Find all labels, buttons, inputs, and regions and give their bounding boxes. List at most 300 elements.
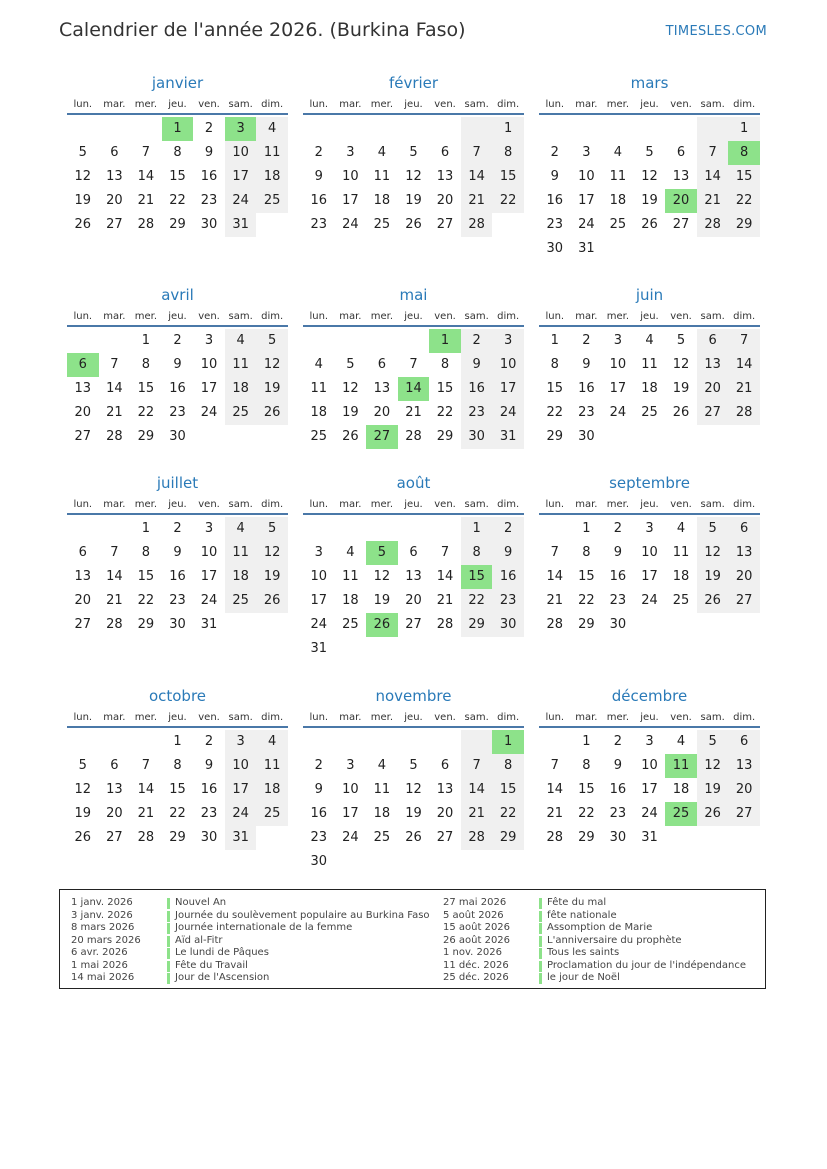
day-cell: 25 <box>342 617 359 632</box>
weekday-label: ven. <box>198 499 220 510</box>
weekday-label: dim. <box>261 99 284 110</box>
day-cell: 21 <box>461 189 493 213</box>
day-cell: 19 <box>373 593 391 608</box>
weekday-header <box>303 93 524 115</box>
day-cell: 6 <box>377 357 387 372</box>
day-cell: 12 <box>641 169 658 184</box>
day-cell: 15 <box>492 165 524 189</box>
day-cell: 23 <box>461 401 493 425</box>
holiday-marker <box>539 936 542 947</box>
empty-day-cell <box>697 117 729 141</box>
day-cell: 16 <box>492 565 524 589</box>
day-cell: 13 <box>728 754 760 778</box>
empty-day-cell <box>728 613 760 637</box>
weekday-header <box>539 93 760 115</box>
day-grid <box>67 329 288 449</box>
day-cell: 18 <box>310 405 328 420</box>
day-cell: 3 <box>346 758 355 773</box>
weekday-header <box>67 706 288 728</box>
weekday-label: ven. <box>198 99 220 110</box>
day-cell: 20 <box>697 377 729 401</box>
day-cell: 11 <box>256 141 288 165</box>
day-cell: 11 <box>609 169 627 184</box>
day-cell: 25 <box>256 189 288 213</box>
day-cell: 22 <box>461 589 493 613</box>
holiday-day-cell: 26 <box>366 613 398 637</box>
weekday-label: ven. <box>670 99 692 110</box>
day-cell: 10 <box>641 758 658 773</box>
day-cell: 23 <box>546 217 564 232</box>
day-cell: 26 <box>405 217 422 232</box>
day-cell: 5 <box>256 329 288 353</box>
day-cell: 29 <box>169 830 186 845</box>
day-cell: 22 <box>169 806 186 821</box>
day-cell: 7 <box>141 758 151 773</box>
day-cell: 30 <box>546 241 564 256</box>
day-cell: 22 <box>169 193 186 208</box>
legend-row <box>443 960 746 973</box>
day-cell: 13 <box>106 169 123 184</box>
day-cell: 5 <box>697 730 729 754</box>
month-block <box>539 285 760 449</box>
weekday-label: sam. <box>464 311 489 322</box>
holiday-date: 1 nov. 2026 <box>443 947 502 958</box>
day-cell: 3 <box>314 545 323 560</box>
weekday-label: sam. <box>228 99 253 110</box>
weekday-label: lun. <box>73 311 93 322</box>
day-cell: 8 <box>173 145 182 160</box>
day-cell: 26 <box>405 830 422 845</box>
day-cell: 24 <box>200 593 218 608</box>
weekday-label: sam. <box>700 311 725 322</box>
day-cell: 12 <box>697 541 729 565</box>
day-cell: 14 <box>436 569 454 584</box>
day-cell: 13 <box>405 569 422 584</box>
day-cell: 21 <box>137 806 155 821</box>
day-cell: 21 <box>106 593 123 608</box>
weekday-label: mer. <box>606 99 630 110</box>
day-cell: 11 <box>256 754 288 778</box>
weekday-label: jeu. <box>404 712 423 723</box>
weekday-header <box>67 93 288 115</box>
weekday-label: mar. <box>103 311 126 322</box>
day-cell: 31 <box>225 213 257 237</box>
month-name: juillet <box>156 474 199 492</box>
weekday-label: lun. <box>309 99 329 110</box>
empty-day-cell <box>67 517 99 541</box>
month-name: mai <box>399 286 428 304</box>
weekday-label: lun. <box>73 499 93 510</box>
weekday-label: dim. <box>497 712 520 723</box>
month-name: mars <box>630 74 669 92</box>
day-cell: 3 <box>582 145 591 160</box>
day-cell: 21 <box>546 806 564 821</box>
empty-day-cell <box>366 637 398 661</box>
day-cell: 15 <box>546 381 564 396</box>
empty-day-cell <box>665 425 697 449</box>
day-cell: 27 <box>74 617 92 632</box>
empty-day-cell <box>130 117 162 141</box>
day-cell: 21 <box>436 593 454 608</box>
weekday-label: sam. <box>228 712 253 723</box>
weekday-label: dim. <box>497 99 520 110</box>
day-cell: 22 <box>492 189 524 213</box>
day-cell: 26 <box>697 589 729 613</box>
day-cell: 12 <box>405 169 422 184</box>
day-cell: 16 <box>310 193 328 208</box>
day-cell: 6 <box>676 145 686 160</box>
weekday-label: jeu. <box>640 99 659 110</box>
empty-day-cell <box>130 730 162 754</box>
month-name: novembre <box>375 687 452 705</box>
day-cell: 27 <box>697 401 729 425</box>
day-cell: 5 <box>676 333 686 348</box>
day-cell: 6 <box>728 517 760 541</box>
day-cell: 10 <box>225 754 257 778</box>
day-cell: 14 <box>137 169 155 184</box>
day-cell: 10 <box>578 169 595 184</box>
empty-day-cell <box>335 637 367 661</box>
day-cell: 7 <box>461 141 493 165</box>
empty-day-cell <box>366 730 398 754</box>
day-grid <box>539 329 760 449</box>
day-cell: 28 <box>137 830 155 845</box>
empty-day-cell <box>99 517 131 541</box>
day-cell: 23 <box>310 217 328 232</box>
day-cell: 29 <box>436 429 454 444</box>
day-cell: 20 <box>106 806 123 821</box>
holiday-marker <box>167 973 170 984</box>
legend-row <box>71 922 430 935</box>
weekday-label: ven. <box>434 99 456 110</box>
empty-day-cell <box>539 117 571 141</box>
day-cell: 28 <box>546 830 564 845</box>
day-cell: 3 <box>204 333 214 348</box>
day-cell: 21 <box>461 802 493 826</box>
day-cell: 22 <box>137 593 155 608</box>
day-cell: 25 <box>225 401 257 425</box>
empty-day-cell <box>366 329 398 353</box>
day-cell: 23 <box>169 593 186 608</box>
legend-row <box>443 972 746 985</box>
empty-day-cell <box>303 117 335 141</box>
day-cell: 29 <box>578 830 595 845</box>
legend-row <box>443 897 746 910</box>
day-cell: 30 <box>492 613 524 637</box>
empty-day-cell <box>602 425 634 449</box>
day-cell: 4 <box>314 357 323 372</box>
day-cell: 3 <box>645 734 654 749</box>
empty-day-cell <box>429 637 461 661</box>
day-cell: 23 <box>609 593 627 608</box>
weekday-label: ven. <box>670 311 692 322</box>
weekday-label: mer. <box>134 712 158 723</box>
day-cell: 8 <box>582 758 591 773</box>
day-cell: 25 <box>641 405 658 420</box>
day-cell: 4 <box>256 730 288 754</box>
day-cell: 8 <box>461 541 493 565</box>
holiday-name: Aïd al-Fitr <box>175 934 223 946</box>
empty-day-cell <box>256 613 288 637</box>
weekday-label: mar. <box>103 499 126 510</box>
weekday-label: jeu. <box>404 99 423 110</box>
day-cell: 6 <box>78 545 87 560</box>
day-cell: 17 <box>342 193 359 208</box>
day-cell: 15 <box>492 778 524 802</box>
day-cell: 14 <box>546 782 564 797</box>
empty-day-cell <box>665 117 697 141</box>
day-cell: 18 <box>672 569 690 584</box>
empty-day-cell <box>335 117 367 141</box>
weekday-label: sam. <box>700 712 725 723</box>
day-cell: 6 <box>409 545 418 560</box>
empty-day-cell <box>99 117 131 141</box>
day-cell: 15 <box>578 569 595 584</box>
weekday-label: jeu. <box>168 99 187 110</box>
weekday-label: ven. <box>198 311 220 322</box>
weekday-label: mar. <box>103 99 126 110</box>
day-cell: 17 <box>609 381 627 396</box>
month-block <box>67 473 288 637</box>
day-cell: 5 <box>78 145 87 160</box>
day-cell: 20 <box>728 565 760 589</box>
weekday-header <box>67 493 288 515</box>
day-cell: 17 <box>310 593 328 608</box>
legend-row <box>71 897 430 910</box>
holiday-day-cell: 20 <box>665 189 697 213</box>
empty-day-cell <box>67 117 99 141</box>
day-cell: 10 <box>200 545 218 560</box>
brand-link[interactable]: TIMESLES.COM <box>665 24 767 39</box>
holiday-marker <box>167 961 170 972</box>
day-cell: 1 <box>582 521 591 536</box>
day-cell: 18 <box>373 193 391 208</box>
month-name: octobre <box>148 687 207 705</box>
day-cell: 17 <box>225 165 257 189</box>
day-cell: 14 <box>697 165 729 189</box>
weekday-label: jeu. <box>640 712 659 723</box>
day-cell: 2 <box>582 333 591 348</box>
day-cell: 30 <box>200 217 218 232</box>
day-cell: 24 <box>225 189 257 213</box>
day-cell: 20 <box>436 806 454 821</box>
day-cell: 18 <box>342 593 359 608</box>
empty-day-cell <box>335 730 367 754</box>
day-cell: 28 <box>137 217 155 232</box>
day-cell: 22 <box>492 802 524 826</box>
day-cell: 4 <box>225 329 257 353</box>
empty-day-cell <box>398 329 430 353</box>
day-cell: 9 <box>492 541 524 565</box>
day-cell: 19 <box>697 565 729 589</box>
day-cell: 25 <box>373 830 391 845</box>
day-cell: 1 <box>141 333 151 348</box>
holiday-day-cell: 1 <box>429 329 461 353</box>
day-cell: 10 <box>641 545 658 560</box>
weekday-label: mar. <box>575 311 598 322</box>
holiday-day-cell: 14 <box>398 377 430 401</box>
day-cell: 7 <box>550 758 559 773</box>
day-cell: 6 <box>110 758 119 773</box>
day-cell: 30 <box>200 830 218 845</box>
weekday-label: sam. <box>464 712 489 723</box>
day-cell: 7 <box>728 329 760 353</box>
empty-day-cell <box>429 117 461 141</box>
weekday-label: mar. <box>103 712 126 723</box>
day-cell: 13 <box>672 169 690 184</box>
day-cell: 18 <box>225 565 257 589</box>
day-grid <box>539 117 760 261</box>
day-cell: 5 <box>78 758 87 773</box>
weekday-label: jeu. <box>168 712 187 723</box>
weekday-label: dim. <box>733 499 756 510</box>
day-cell: 12 <box>74 782 92 797</box>
day-cell: 30 <box>169 429 186 444</box>
holiday-name: Fête du mal <box>547 897 607 908</box>
day-cell: 17 <box>200 569 218 584</box>
holiday-date: 6 avr. 2026 <box>71 947 128 958</box>
day-cell: 26 <box>672 405 690 420</box>
day-cell: 2 <box>204 734 214 749</box>
day-cell: 27 <box>106 830 123 845</box>
month-block <box>67 686 288 850</box>
weekday-label: mer. <box>134 311 158 322</box>
empty-day-cell <box>461 637 493 661</box>
day-cell: 1 <box>550 333 559 348</box>
day-cell: 21 <box>137 193 155 208</box>
weekday-label: ven. <box>434 712 456 723</box>
day-cell: 28 <box>436 617 454 632</box>
day-cell: 12 <box>697 754 729 778</box>
weekday-label: dim. <box>733 311 756 322</box>
day-cell: 29 <box>461 613 493 637</box>
holiday-day-cell: 3 <box>225 117 257 141</box>
day-cell: 20 <box>728 778 760 802</box>
month-block <box>539 473 760 637</box>
day-cell: 11 <box>373 169 391 184</box>
day-cell: 3 <box>613 333 623 348</box>
day-cell: 24 <box>225 802 257 826</box>
empty-day-cell <box>366 517 398 541</box>
day-cell: 10 <box>342 169 359 184</box>
weekday-label: mer. <box>134 499 158 510</box>
holiday-date: 15 août 2026 <box>443 922 511 933</box>
month-name: décembre <box>611 687 688 705</box>
day-cell: 10 <box>609 357 627 372</box>
weekday-label: sam. <box>464 499 489 510</box>
day-cell: 19 <box>405 806 422 821</box>
day-cell: 1 <box>492 117 524 141</box>
day-grid <box>303 329 524 449</box>
day-cell: 30 <box>169 617 186 632</box>
day-cell: 31 <box>310 641 328 656</box>
day-cell: 14 <box>106 569 123 584</box>
day-cell: 5 <box>409 145 418 160</box>
day-cell: 29 <box>728 213 760 237</box>
day-cell: 2 <box>461 329 493 353</box>
day-cell: 15 <box>728 165 760 189</box>
day-cell: 16 <box>169 569 186 584</box>
weekday-label: dim. <box>261 712 284 723</box>
day-cell: 19 <box>74 193 92 208</box>
day-cell: 15 <box>169 169 186 184</box>
day-cell: 22 <box>728 189 760 213</box>
day-cell: 4 <box>377 145 387 160</box>
day-cell: 21 <box>697 189 729 213</box>
empty-day-cell <box>366 117 398 141</box>
weekday-label: jeu. <box>640 311 659 322</box>
holiday-name: Journée du soulèvement populaire au Burkina Faso <box>175 909 430 921</box>
day-cell: 22 <box>436 405 454 420</box>
day-grid <box>303 517 524 661</box>
weekday-label: ven. <box>670 499 692 510</box>
empty-day-cell <box>571 117 603 141</box>
day-cell: 17 <box>641 569 658 584</box>
holiday-name: fête nationale <box>547 909 617 921</box>
day-cell: 7 <box>550 545 559 560</box>
day-cell: 8 <box>141 545 151 560</box>
day-cell: 26 <box>256 589 288 613</box>
day-cell: 16 <box>200 782 218 797</box>
empty-day-cell <box>634 117 666 141</box>
day-cell: 27 <box>728 589 760 613</box>
weekday-label: mar. <box>339 99 362 110</box>
empty-day-cell <box>697 237 729 261</box>
day-cell: 9 <box>314 169 323 184</box>
day-cell: 16 <box>609 569 627 584</box>
day-cell: 15 <box>137 569 155 584</box>
day-cell: 30 <box>310 854 328 869</box>
day-cell: 2 <box>204 121 214 136</box>
month-name: février <box>388 74 439 92</box>
day-cell: 4 <box>225 517 257 541</box>
day-cell: 19 <box>256 565 288 589</box>
day-cell: 30 <box>461 425 493 449</box>
empty-day-cell <box>728 237 760 261</box>
weekday-label: mar. <box>575 99 598 110</box>
weekday-label: ven. <box>670 712 692 723</box>
empty-day-cell <box>461 117 493 141</box>
day-cell: 28 <box>106 429 123 444</box>
day-cell: 30 <box>609 617 627 632</box>
holiday-marker <box>167 936 170 947</box>
empty-day-cell <box>634 425 666 449</box>
day-cell: 29 <box>546 429 564 444</box>
weekday-label: dim. <box>261 499 284 510</box>
day-cell: 26 <box>641 217 658 232</box>
day-cell: 17 <box>342 806 359 821</box>
empty-day-cell <box>539 730 571 754</box>
legend-row <box>71 947 430 960</box>
day-cell: 20 <box>74 405 92 420</box>
weekday-label: sam. <box>228 311 253 322</box>
day-cell: 9 <box>204 758 214 773</box>
day-cell: 28 <box>405 429 422 444</box>
day-cell: 13 <box>728 541 760 565</box>
day-cell: 11 <box>225 353 257 377</box>
empty-day-cell <box>429 730 461 754</box>
holiday-name: Jour de l'Ascension <box>175 972 270 983</box>
day-cell: 29 <box>578 617 595 632</box>
holiday-date: 3 janv. 2026 <box>71 909 133 921</box>
day-cell: 23 <box>200 193 218 208</box>
day-cell: 27 <box>672 217 690 232</box>
day-cell: 17 <box>225 778 257 802</box>
day-cell: 16 <box>609 782 627 797</box>
day-cell: 18 <box>256 165 288 189</box>
empty-day-cell <box>398 850 430 874</box>
empty-day-cell <box>602 237 634 261</box>
